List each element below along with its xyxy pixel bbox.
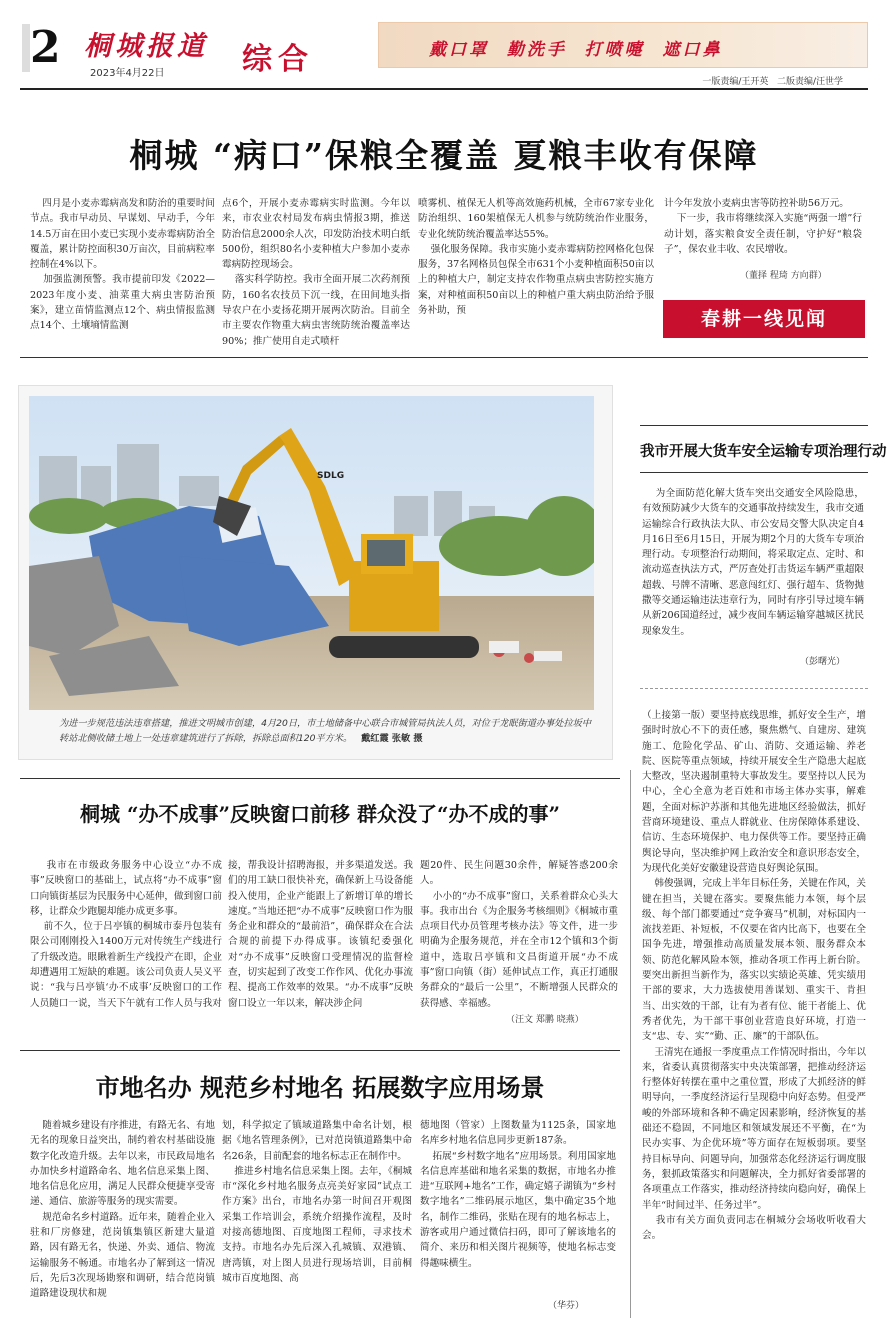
section-name: 综合	[242, 42, 314, 77]
story4-headline: 桐城 “办不成事”反映窗口前移 群众没了“办不成的事”	[80, 802, 560, 826]
editors-line: 一版责编/王开英 二版责编/汪世学	[702, 77, 843, 87]
story5-col2: 划，科学拟定了镇域道路集中命名计划，根据《地名管理条例》，已对范岗镇道路集中命名26条，目前配套的地名标志正在制作中。 推进乡村地名信息采集上图。去年，《桐城市“深化乡村地名服务点亮美好家园”试点工作方案》出台，市地名办第一时间召开观图采集工作培训会，系统介绍操作流程，及时对接高德地图、百度地图工程师，寻求技术支持。市地名办先后深入孔城镇、双港镇、唐湾镇，对上图人员进行现场培训，目前桐城市百度地图、高	[222, 1120, 412, 1284]
story4-col2: 接，帮我设计招聘海报，并多渠道发送。我们的用工缺口很快补充，确保新上马设备能投入使用，企业产能跟上了新增订单的增长速度。”当地还把“办不成事”反映窗口作为服务企业和群众的“最前沿”，确保群众在合法合规的前提下办得成事。该镇纪委强化对“办不成事”反映窗口受理情况的监督检查，切实起到了改变工作作风、优化办事流程、提高工作效率的效果。“办不成事”反映窗口设立一年以来，解决涉企问	[228, 860, 413, 1009]
paper-name: 桐城报道	[84, 31, 208, 62]
story4-col3: 题20件、民生问题30余件，解疑答惑200余人。 小小的“办不成事”窗口，关系着群众心头大事。我市出台《为企服务考核细则》《桐城市重点项目代办员管理考核办法》等文件，进一步明确为企服务规范，并在全市12个镇和3个街道中，选取吕亭镇和文昌街道开展“办不成事”窗口向镇（街）延伸试点工作，真正打通服务群众的“最后一公里”，不断增强人民群众的获得感、幸福感。	[420, 860, 618, 1009]
story3-body: （上接第一版）要坚持底线思维，抓好安全生产，增强时时放心不下的责任感，聚焦燃气、自建房、建筑施工、危险化学品、矿山、消防、交通运输、养老院、医院等重点领域，持续开展安全生产隐患大起底大整改，坚决遏制重特大事故发生。要坚持以人民为中心，全心全意为老百姓和市场主体办实事，解难题，全面对标沪苏浙和其他先进地区经验做法，抓好营商环境建设、重点人群就业、住房保障体系建设、信访、生态环境保护、电力保供等工作。要坚持正确舆论导向，坚决维护网上政治安全和意识形态安全，为现代化美好安徽建设营造良好舆论氛围。 韩俊强调，完成上半年目标任务，关键在作风，关键在担当，关键在落实。要聚焦能力本领，每个层级、每个部门都要通过“竞争赛马”机制，对标国内一流找差距、补短板，不仅要在省内比高下，也要在全国争先进，增强推动高质量发展本领、服务群众本领、防范化解风险本领，推动各项工作再上新台阶。要突出新担当新作为，落实以实绩论英雄、凭实绩用干部的要求，大力选拔使用善谋划、重实干、肯担当、出实效的干部，让有为者有位、能干者能上、优秀者优先，为干部干事创业营造良好环境，打造一支“忠、专、实”“勤、正、廉”的干部队伍。 王清宪在通报一季度重点工作情况时指出，今年以来，省委认真贯彻落实中央决策部署，把推动经济运行整体好转摆在重中之重位置，形成了大抓经济的鲜明导向，一季度经济运行呈现稳中向好态势。但受严峻的外部环境和各种不确定因素影响，经济恢复的基础还不稳固，不同地区和领域发展还不平衡，在“为民办实事、为企优环境”等方面存在短板弱项。要坚持目标导向、问题导向，加强常态化经济运行调度服务，狠抓政策落实和问题解决，全力抓好省委部署的各项重点工作落实，推动经济持续向稳向好，确保上半年“时间过半、任务过半”。 我市有关方面负责同志在桐城分会场收听收看大会。	[642, 710, 866, 1242]
story2-body: 为全面防范化解大货车突出交通安全风险隐患，有效预防减少大货车的交通事故持续发生，我市交通运输综合行政执法大队、市公安局交警大队决定自4月16日至6月15日，开展为期2个月的大货车专项治理行动。专项整治行动期间，将采取定点、定时、和流动巡查执法方式，严厉查处打击货运车辆严重超限超载、号牌不清晰、恶意闯红灯、强行超车、货物抛撒等交通运输违法违章行为，同时有序引导过境车辆从新206国道经过，减少夜间车辆运输穿越城区扰民现象发生。	[642, 488, 864, 637]
story5-col3: 德地图（管家）上图数量为1125条，国家地名库乡村地名信息同步更新187条。 拓展“乡村数字地名”应用场景。利用国家地名信息库基础和地名采集的数据，市地名办推进“互联网+地名”工作，确定嬉子湖镇为“乡村数字地名”二维码展示地区，集中确定35个地名，制作二维码，张贴在现有的地名标志上，游客或用户通过微信扫码，即可了解该地名的简介、来历和相关图片视频等，使地名标志变得趣味横生。	[420, 1120, 616, 1269]
spring-banner	[663, 300, 865, 338]
story1-col4: 计今年发放小麦病虫害等防控补助56万元。 下一步，我市将继续深入实施“两强一增”行动计划，落实粮食安全责任制，守护好“粮袋子”，保农业丰收、农民增收。	[664, 198, 862, 255]
story2-headline: 我市开展大货车安全运输专项治理行动	[640, 443, 887, 460]
story2-byline: （彭曙光）	[800, 657, 846, 667]
news-photo	[18, 385, 613, 760]
story1-col2: 点6个，开展小麦赤霉病实时监测。今年以来，市农业农村局发布病虫情报3期，推送防治信息2000余人次，印发防治技术明白纸500份，组织80名小麦种植大户参加小麦赤霉病防控现场会。 落实科学防控。我市全面开展二次药剂预防，160名农技员下沉一线，在田间地头指导农户在小麦扬花期开展两次防治。目前全市主要农作物重大病虫害统防统治覆盖率达90%；推广使用自走式喷杆	[222, 198, 410, 346]
slogan-text: 戴口罩 勤洗手 打喷嚏 遮口鼻	[429, 40, 723, 60]
story5-byline: （华芬）	[548, 1301, 585, 1311]
story4-col1: 我市在市级政务服务中心设立“办不成事”反映窗口的基础上，试点将“办不成事”窗口向镇街基层为民服务中心延伸，做到窗口前移，让群众少跑腿却能办成更多事。 前不久，位于吕亭镇的桐城市泰丹包装有限公司刚刚投入1400万元对传统生产线进行了升级改造。眼瞅着新生产线投产在即，企业却遭遇用工短缺的难题。该公司负责人吴义平说：“我与吕亭镇‘办不成事’反映窗口的工作人员随口一说，当天下午就有工作人员与我对	[30, 860, 222, 1009]
demolition-photo	[29, 396, 594, 710]
banner-text: 春耕一线见闻	[700, 308, 827, 330]
excavator-brand: SDLG	[317, 471, 345, 481]
photo-caption	[59, 716, 599, 746]
story4-byline: （汪文 郑鹏 晓燕）	[506, 1015, 584, 1025]
story1-col3: 喷雾机、植保无人机等高效施药机械，全市67家专业化防治组织、160架植保无人机参与统防统治作业服务，专业化统防统治覆盖率达55%。 强化服务保障。我市实施小麦赤霉病防控网格化包保服务，37名网格员包保全市631个小麦种植面积50亩以上的种植大户，制定支持农作物重点病虫害防控实施方案，对种植面积50亩以上的种植户重大病虫防治给予服务补助，预	[418, 198, 654, 317]
story5-headline: 市地名办 规范乡村地名 拓展数字应用场景	[95, 1073, 545, 1102]
story1-headline: 桐城 “病口”保粮全覆盖 夏粮丰收有保障	[129, 136, 759, 175]
story1-col1: 四月是小麦赤霉病高发和防治的重要时间节点。我市早动员、早谋划、早动手，今年14.5万亩在田小麦已实现小麦赤霉病防治全覆盖，累计防控面积30万亩次，目前病粒率控制在4%以下。 加强监测预警。我市提前印发《2022—2023年度小麦、油菜重大病虫害防治预案》，建立苗情监测点12个、病虫情报监测点14个、土壤墒情监测	[30, 198, 215, 332]
story5-col1: 随着城乡建设有序推进，有路无名、有地无名的现象日益突出，制约着农村基础设施数字化改造升级。去年以来，市民政局地名办加快乡村道路命名、地名信息采集上图、地名信息化应用，满足人民群众便捷享受寄递、通信、旅游等服务的现实需要。 规范命名乡村道路。近年来，随着企业入驻和厂房修建，范岗镇集镇区新建大量道路，因有路无名，快递、外卖、通信、物流运输服务不畅通。市地名办了解到这一情况后，先后3次现场勘察和调研，结合范岗镇道路建设现状和规	[30, 1120, 215, 1300]
slogan-banner	[378, 22, 868, 68]
photo-caption-text: 为进一步规范违法违章搭建，推进文明城市创建，4月20日，市土地储备中心联合市城管局执法人员，对位于龙眠街道办事处拉坂中转站北侧收储土地上一处违章建筑进行了拆除，拆除总面积120平方米。	[59, 718, 592, 744]
issue-date: 2023年4月22日	[90, 68, 165, 79]
photo-credit: 戴红霞 张敏 摄	[361, 733, 423, 744]
masthead	[0, 0, 887, 90]
story1-byline: （董择 程琦 方向群）	[740, 271, 827, 281]
page-number: 2	[30, 22, 61, 73]
